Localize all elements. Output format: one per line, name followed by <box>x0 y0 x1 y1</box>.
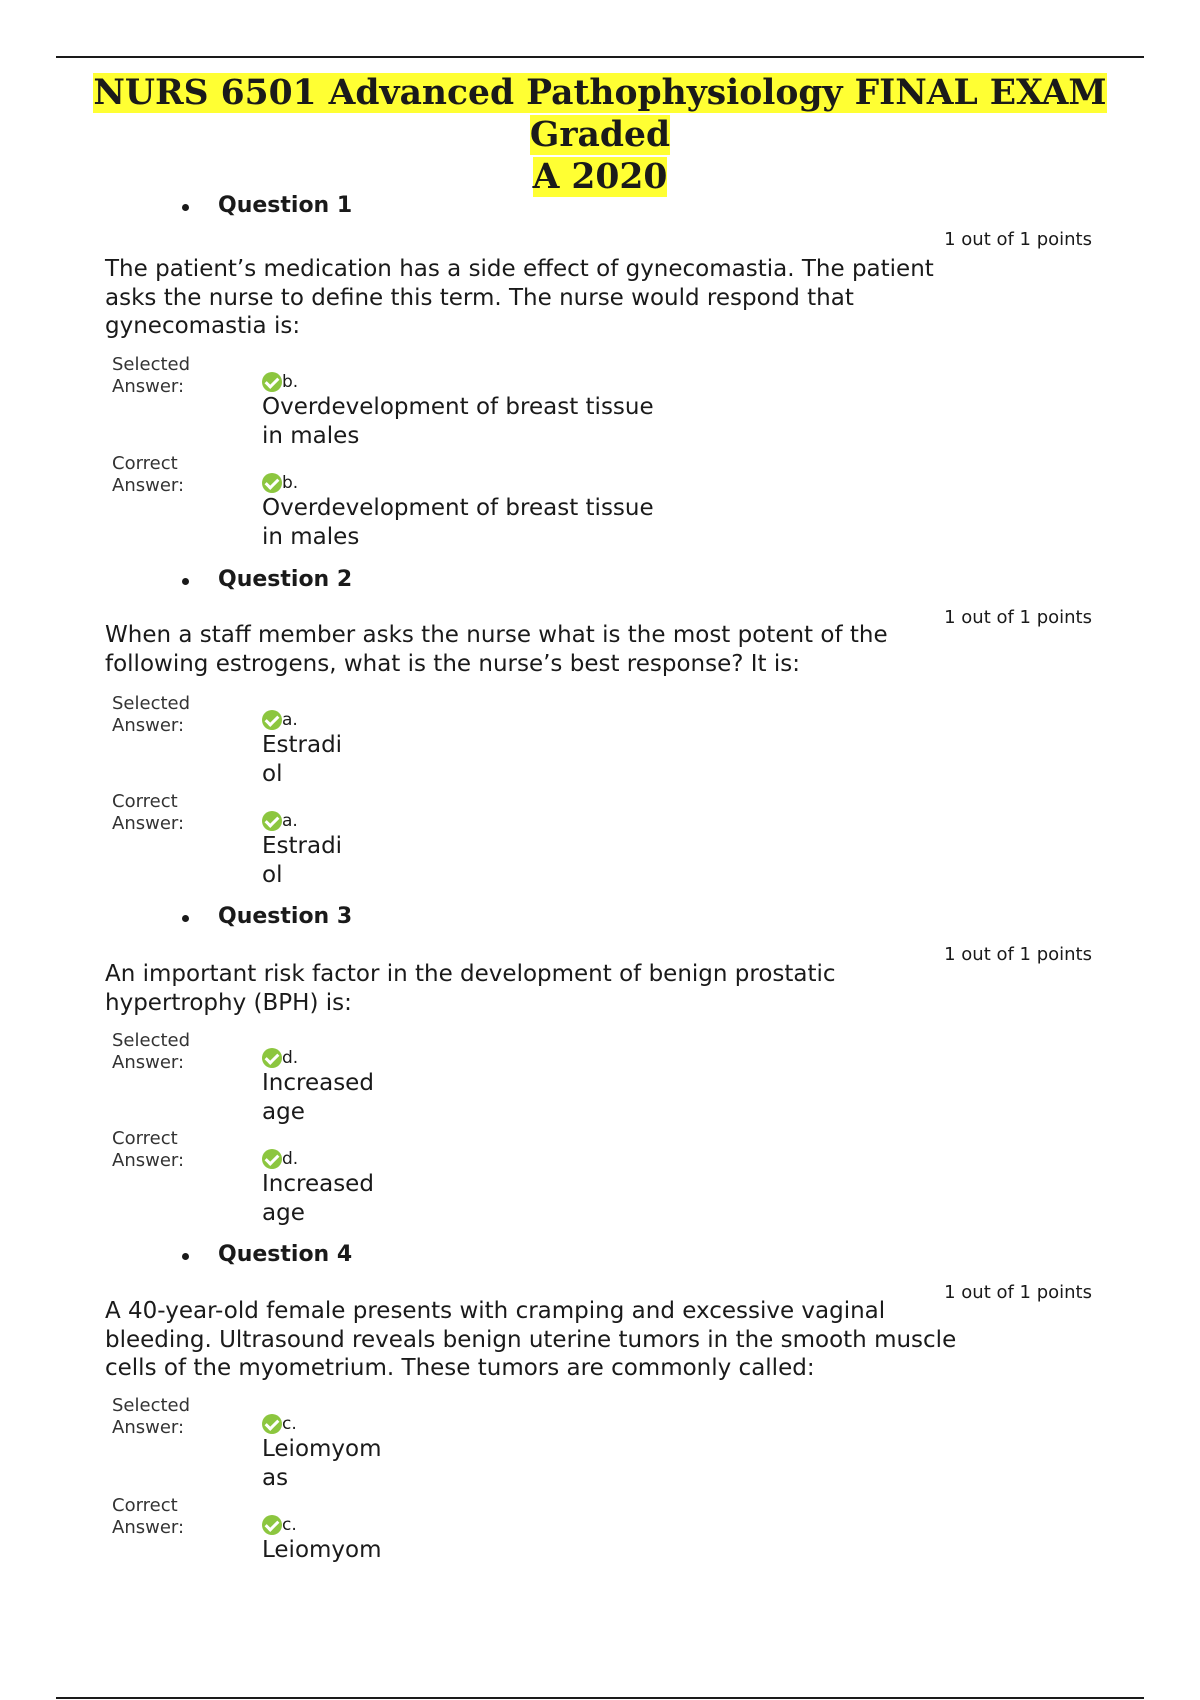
correct-answer-label: Correct Answer: <box>112 791 185 834</box>
check-circle-icon <box>262 710 282 730</box>
title-line-2: A 2020 <box>532 157 668 197</box>
points-label: 1 out of 1 points <box>944 1282 1092 1303</box>
correct-answer: b. Overdevelopment of breast tissue in males <box>262 473 654 550</box>
points-label: 1 out of 1 points <box>944 944 1092 965</box>
bullet <box>182 578 189 585</box>
correct-answer: d. Increased age <box>262 1149 374 1226</box>
correct-answer-label: Correct Answer: <box>112 1128 185 1171</box>
question-prompt: An important risk factor in the development of benign prostatic hypertrophy (BPH) is: <box>105 961 836 1016</box>
selected-answer: a. Estradi ol <box>262 710 343 787</box>
correct-answer-label: Correct Answer: <box>112 1495 185 1538</box>
points-label: 1 out of 1 points <box>944 607 1092 628</box>
selected-answer: c. Leiomyom as <box>262 1414 382 1491</box>
bullet <box>182 1253 189 1260</box>
bullet <box>182 915 189 922</box>
check-circle-icon <box>262 1515 282 1535</box>
check-circle-icon <box>262 1048 282 1068</box>
check-circle-icon <box>262 473 282 493</box>
selected-answer-label: Selected Answer: <box>112 354 191 397</box>
bottom-rule <box>56 1697 1144 1699</box>
selected-answer-label: Selected Answer: <box>112 1395 191 1438</box>
selected-answer: d. Increased age <box>262 1048 374 1125</box>
title-line-1: NURS 6501 Advanced Pathophysiology FINAL EXAM Graded <box>93 73 1107 155</box>
bullet <box>182 204 189 211</box>
top-rule <box>56 56 1144 58</box>
correct-answer-label: Correct Answer: <box>112 453 185 496</box>
check-circle-icon <box>262 372 282 392</box>
selected-answer: b. Overdevelopment of breast tissue in males <box>262 372 654 449</box>
correct-answer: c. Leiomyom <box>262 1515 382 1563</box>
selected-answer-label: Selected Answer: <box>112 1030 191 1073</box>
correct-answer: a. Estradi ol <box>262 811 343 888</box>
check-circle-icon <box>262 1414 282 1434</box>
check-circle-icon <box>262 811 282 831</box>
question-prompt: A 40-year-old female presents with cramping and excessive vaginal bleeding. Ultrasound reveals benign uterine tumors in the smooth muscle cells of the myometrium. These tumors are commonly called: <box>105 1298 957 1381</box>
page-title <box>90 72 1110 198</box>
question-prompt: The patient’s medication has a side effect of gynecomastia. The patient asks the nurse to define this term. The nurse would respond that gynecomastia is: <box>105 256 934 339</box>
selected-answer-label: Selected Answer: <box>112 693 191 736</box>
points-label: 1 out of 1 points <box>944 229 1092 250</box>
question-prompt: When a staff member asks the nurse what is the most potent of the following estrogens, what is the nurse’s best response? It is: <box>105 622 888 677</box>
check-circle-icon <box>262 1149 282 1169</box>
